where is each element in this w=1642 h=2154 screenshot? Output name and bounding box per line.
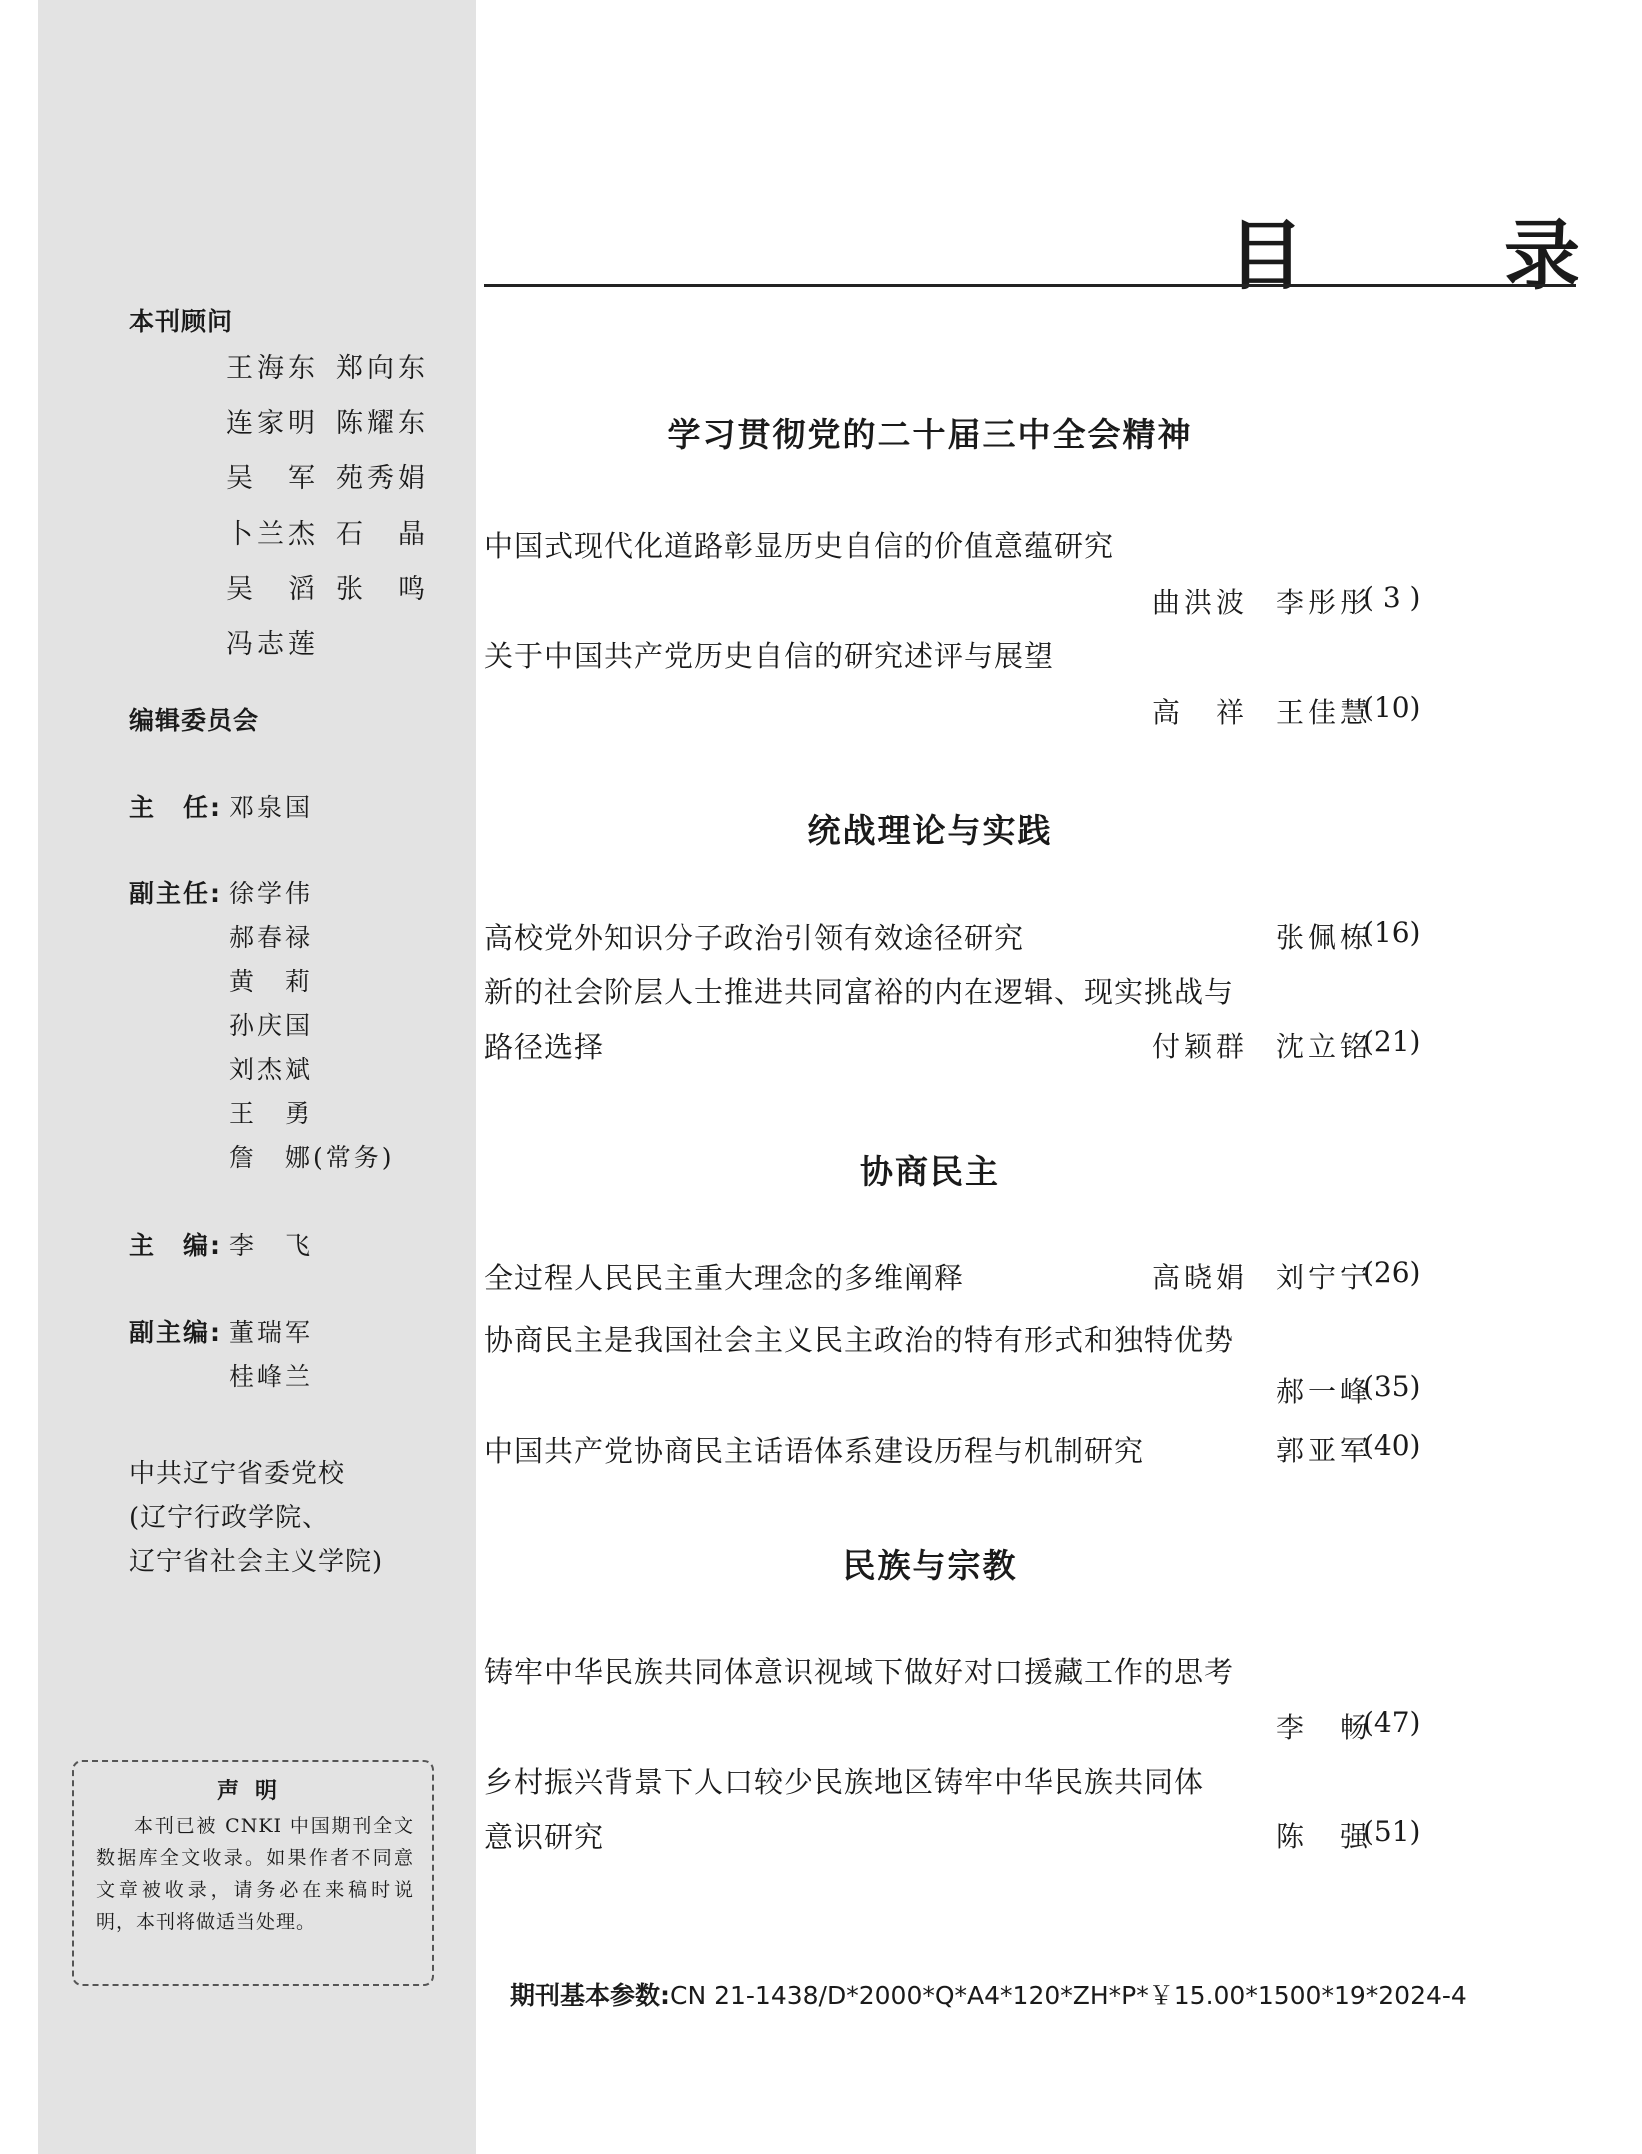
article-page: (10) [1363, 691, 1421, 724]
article-title[interactable]: 中国式现代化道路彰显历史自信的价值意蕴研究 [484, 529, 1115, 563]
title-divider [484, 284, 1576, 287]
article-title[interactable]: 全过程人民民主重大理念的多维阐释 [484, 1261, 965, 1295]
advisor-name: 吴 滔 [226, 574, 319, 605]
article-author: 付颖群 [1152, 1030, 1249, 1063]
article-title[interactable]: 关于中国共产党历史自信的研究述评与展望 [484, 639, 1055, 673]
member-name: 刘杰斌 [229, 1055, 314, 1084]
advisor-name: 吴 军 [226, 463, 319, 494]
copyright-notice [72, 1760, 434, 1986]
chief-editor-name: 李 飞 [229, 1231, 314, 1260]
deputy-directors-label: 副主任: [129, 879, 222, 908]
article-page: (47) [1363, 1706, 1421, 1739]
advisor-name: 连家明 [226, 408, 319, 439]
article-author: 刘宁宁 [1276, 1261, 1373, 1294]
article-author: 郭亚军 [1276, 1434, 1373, 1467]
notice-body: 本刊已被 CNKI 中国期刊全文数据库全文收录。如果作者不同意文章被收录，请务必在来稿时说明，本刊将做适当处理。 [96, 1815, 414, 1933]
params-label: 期刊基本参数: [510, 1981, 670, 2010]
publisher-line: 中共辽宁省委党校 [129, 1459, 346, 1489]
article-author: 王佳慧 [1276, 696, 1373, 729]
chief-editor-label: 主 编: [129, 1231, 222, 1260]
advisor-name: 张 鸣 [336, 574, 429, 605]
journal-parameters [510, 1976, 1467, 2012]
article-title[interactable]: 新的社会阶层人士推进共同富裕的内在逻辑、现实挑战与 [484, 975, 1235, 1009]
member-name: 郝春禄 [229, 923, 314, 952]
article-author: 高 祥 [1152, 696, 1249, 729]
article-author: 沈立铭 [1276, 1030, 1373, 1063]
member-name: 孙庆国 [229, 1011, 314, 1040]
article-author: 李彤彤 [1276, 586, 1373, 619]
advisor-name: 卜兰杰 [226, 519, 319, 550]
article-page: (40) [1363, 1429, 1421, 1462]
params-value: CN 21-1438/D*2000*Q*A4*120*ZH*P*￥15.00*1500*19*2024-4 [670, 1981, 1467, 2010]
section-title: 民族与宗教 [842, 1546, 1018, 1585]
article-page: (35) [1363, 1370, 1421, 1403]
article-author: 郝一峰 [1276, 1375, 1373, 1408]
notice-title: 声明 [216, 1779, 293, 1804]
member-name: 桂峰兰 [229, 1362, 314, 1391]
member-name: 詹 娜(常务) [229, 1143, 395, 1172]
article-title[interactable]: 高校党外知识分子政治引领有效途径研究 [484, 921, 1025, 955]
article-author: 张佩栋 [1276, 921, 1373, 954]
article-title-continued[interactable]: 路径选择 [484, 1030, 605, 1064]
member-name: 董瑞军 [229, 1318, 314, 1347]
member-name: 黄 莉 [229, 967, 314, 996]
article-author: 高晓娟 [1152, 1261, 1249, 1294]
article-author: 李 畅 [1276, 1711, 1373, 1744]
member-name: 徐学伟 [229, 879, 314, 908]
advisor-name: 石 晶 [336, 519, 429, 550]
section-title: 学习贯彻党的二十届三中全会精神 [667, 415, 1193, 454]
advisor-name: 冯志莲 [226, 629, 319, 660]
deputy-directors-row [129, 874, 229, 914]
article-page: (26) [1363, 1256, 1421, 1289]
director-name: 邓泉国 [229, 793, 314, 822]
article-author: 曲洪波 [1152, 586, 1249, 619]
member-name: 王 勇 [229, 1099, 314, 1128]
article-page: (51) [1363, 1815, 1421, 1848]
publisher-line: (辽宁行政学院、 [129, 1503, 330, 1533]
article-title[interactable]: 铸牢中华民族共同体意识视域下做好对口援藏工作的思考 [484, 1655, 1235, 1689]
deputy-editors-label: 副主编: [129, 1318, 222, 1347]
article-title[interactable]: 中国共产党协商民主话语体系建设历程与机制研究 [484, 1434, 1145, 1468]
section-title: 统战理论与实践 [807, 811, 1053, 850]
board-heading: 编辑委员会 [129, 706, 260, 735]
publisher-line: 辽宁省社会主义学院) [129, 1547, 384, 1577]
director-label: 主 任: [129, 793, 222, 822]
article-title-continued[interactable]: 意识研究 [484, 1820, 605, 1854]
advisor-name: 陈耀东 [336, 408, 429, 439]
advisor-name: 苑秀娟 [336, 463, 429, 494]
chief-editor-row [129, 1226, 229, 1266]
article-title[interactable]: 协商民主是我国社会主义民主政治的特有形式和独特优势 [484, 1323, 1235, 1357]
director-row [129, 788, 229, 828]
deputy-editors-row [129, 1313, 229, 1353]
advisor-name: 王海东 [226, 353, 319, 384]
advisors-heading: 本刊顾问 [129, 307, 234, 336]
article-author: 陈 强 [1276, 1820, 1373, 1853]
article-title[interactable]: 乡村振兴背景下人口较少民族地区铸牢中华民族共同体 [484, 1765, 1205, 1799]
article-page: (16) [1363, 916, 1421, 949]
advisor-name: 郑向东 [336, 353, 429, 384]
article-page: (21) [1363, 1025, 1421, 1058]
section-title: 协商民主 [860, 1152, 1000, 1191]
article-page: ( 3 ) [1363, 581, 1421, 614]
page-title: 目 录 [1228, 211, 1642, 300]
